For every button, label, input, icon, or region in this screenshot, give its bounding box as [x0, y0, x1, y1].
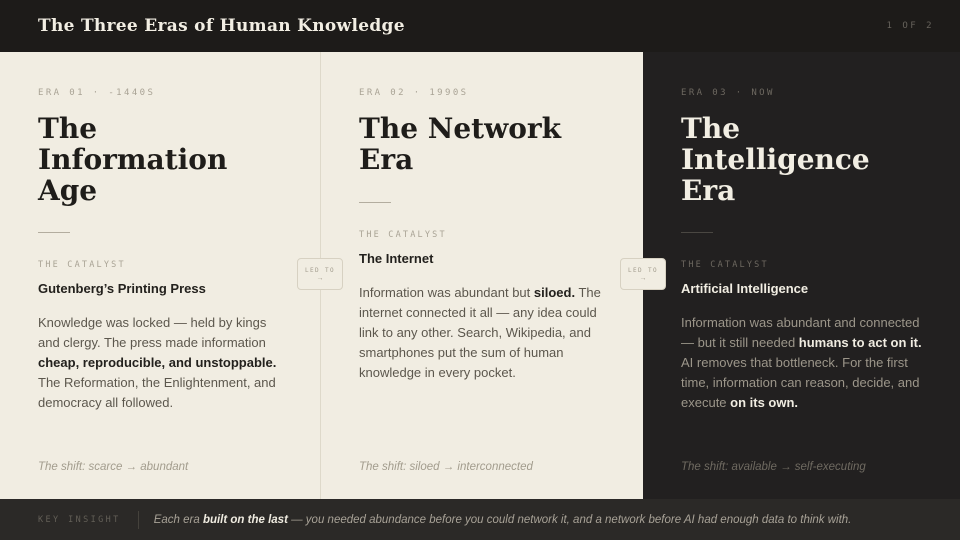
shift-line: The shift: scarce → abundant — [38, 461, 189, 473]
key-insight-label: KEY INSIGHT — [38, 514, 121, 525]
shift-line: The shift: available → self-executing — [681, 461, 866, 473]
era-body: Information was abundant and connected — but it still needed humans to act on it. AI removes that bottleneck. For the first time, information can reason, decide, and execute on its own. — [681, 315, 922, 411]
led-to-badge-1 — [297, 258, 343, 290]
footer-bar — [0, 499, 960, 540]
era-body: Information was abundant but siloed. The internet connected it all — any idea could link to any other. Search, Wikipedia, and smartphones put the sum of human knowledge in every pocket. — [359, 284, 601, 380]
catalyst-name: Artificial Intelligence — [681, 281, 809, 297]
key-insight-text: Each era built on the last — you needed abundance before you could network it, and a network before AI had enough data to think with. — [153, 513, 852, 526]
era-label: ERA 03 · NOW — [681, 88, 775, 98]
era-column-network-era — [320, 52, 643, 499]
catalyst-name: Gutenberg’s Printing Press — [38, 281, 206, 297]
arrow-right-icon: → — [639, 274, 647, 282]
era-label: ERA 01 · -1440S — [38, 88, 156, 98]
era-column-intelligence-era — [643, 52, 960, 499]
catalyst-label: THE CATALYST — [681, 260, 769, 271]
footer-divider — [138, 511, 139, 529]
era-column-information-age — [0, 52, 320, 499]
shift-line: The shift: siloed → interconnected — [359, 461, 533, 473]
divider-rule — [38, 232, 70, 233]
slide-title: The Three Eras of Human Knowledge — [38, 16, 405, 36]
page-indicator: 1 OF 2 — [886, 21, 934, 31]
catalyst-label: THE CATALYST — [359, 229, 447, 240]
catalyst-name: The Internet — [359, 250, 434, 266]
era-title: The Network Era — [359, 112, 562, 176]
led-to-label: LED TO — [627, 266, 659, 274]
divider-rule — [681, 232, 713, 233]
columns-area — [0, 52, 960, 499]
led-to-badge-2 — [620, 258, 666, 290]
catalyst-label: THE CATALYST — [38, 260, 126, 271]
era-label: ERA 02 · 1990S — [359, 88, 469, 98]
arrow-right-icon: → — [316, 274, 324, 282]
led-to-label: LED TO — [304, 266, 336, 274]
divider-rule — [359, 202, 391, 203]
era-title: The Intelligence Era — [681, 112, 870, 207]
header-bar — [0, 0, 960, 52]
era-title: The Information Age — [38, 112, 228, 207]
era-body: Knowledge was locked — held by kings and clergy. The press made information cheap, reproducible, and unstoppable. The Reformation, the Enlightenment, and democracy all followed. — [38, 315, 277, 411]
